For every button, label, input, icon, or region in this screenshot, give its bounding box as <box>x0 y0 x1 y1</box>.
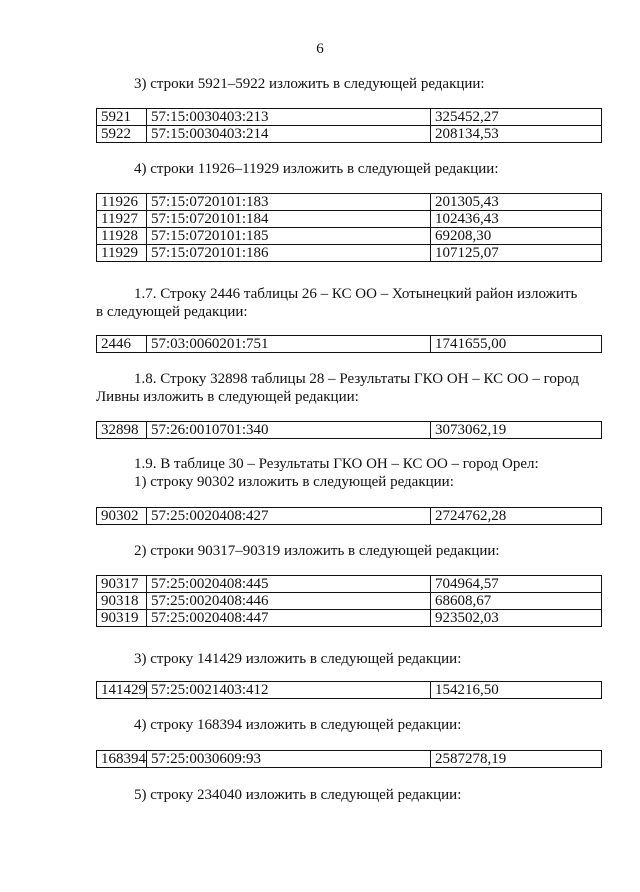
row-number-cell: 11928 <box>97 228 147 245</box>
table-row <box>97 682 602 699</box>
value-cell: 208134,53 <box>431 126 602 143</box>
row-number-cell: 168394 <box>97 751 147 768</box>
value-cell: 1741655,00 <box>431 336 602 353</box>
value-cell: 154216,50 <box>431 682 602 699</box>
row-number-cell: 90318 <box>97 593 147 610</box>
data-table <box>96 681 602 699</box>
data-table <box>96 750 602 768</box>
section-heading: 1.7. Строку 2446 таблицы 26 – КС ОО – Хотынецкий район изложить <box>134 286 578 302</box>
row-number-cell: 141429 <box>97 682 147 699</box>
table-row <box>97 508 602 525</box>
table-row <box>97 336 602 353</box>
value-cell: 704964,57 <box>431 576 602 593</box>
data-table <box>96 193 602 262</box>
cadastral-number-cell: 57:15:0720101:184 <box>147 211 431 228</box>
data-table <box>96 507 602 525</box>
cadastral-number-cell: 57:25:0020408:445 <box>147 576 431 593</box>
section-heading: 4) строки 11926–11929 изложить в следующей редакции: <box>134 161 499 177</box>
value-cell: 2724762,28 <box>431 508 602 525</box>
value-cell: 923502,03 <box>431 610 602 627</box>
row-number-cell: 5921 <box>97 109 147 126</box>
row-number-cell: 90302 <box>97 508 147 525</box>
table-row <box>97 422 602 439</box>
table-row <box>97 211 602 228</box>
row-number-cell: 32898 <box>97 422 147 439</box>
cadastral-number-cell: 57:15:0030403:213 <box>147 109 431 126</box>
cadastral-number-cell: 57:15:0720101:185 <box>147 228 431 245</box>
cadastral-number-cell: 57:25:0020408:447 <box>147 610 431 627</box>
section-heading-cont: в следующей редакции: <box>96 304 248 320</box>
section-heading: 3) строку 141429 изложить в следующей редакции: <box>134 651 462 667</box>
section-heading: 4) строку 168394 изложить в следующей редакции: <box>134 717 462 733</box>
cadastral-number-cell: 57:25:0020408:427 <box>147 508 431 525</box>
value-cell: 102436,43 <box>431 211 602 228</box>
cadastral-number-cell: 57:26:0010701:340 <box>147 422 431 439</box>
cadastral-number-cell: 57:15:0720101:183 <box>147 194 431 211</box>
cadastral-number-cell: 57:03:0060201:751 <box>147 336 431 353</box>
table-row <box>97 751 602 768</box>
section-heading: 2) строки 90317–90319 изложить в следующей редакции: <box>134 543 500 559</box>
table-row <box>97 245 602 262</box>
table-row <box>97 228 602 245</box>
value-cell: 325452,27 <box>431 109 602 126</box>
table-row <box>97 610 602 627</box>
value-cell: 201305,43 <box>431 194 602 211</box>
value-cell: 68608,67 <box>431 593 602 610</box>
value-cell: 3073062,19 <box>431 422 602 439</box>
data-table <box>96 108 602 143</box>
row-number-cell: 90317 <box>97 576 147 593</box>
data-table <box>96 421 602 439</box>
table-row <box>97 194 602 211</box>
page-number: 6 <box>316 41 324 57</box>
section-heading: 1.8. Строку 32898 таблицы 28 – Результаты ГКО ОН – КС ОО – город <box>134 371 580 387</box>
row-number-cell: 2446 <box>97 336 147 353</box>
data-table <box>96 575 602 627</box>
table-row <box>97 109 602 126</box>
table-row <box>97 126 602 143</box>
value-cell: 107125,07 <box>431 245 602 262</box>
cadastral-number-cell: 57:25:0020408:446 <box>147 593 431 610</box>
data-table <box>96 335 602 353</box>
row-number-cell: 11929 <box>97 245 147 262</box>
section-heading: 1.9. В таблице 30 – Результаты ГКО ОН – КС ОО – город Орел: <box>134 456 539 472</box>
cadastral-number-cell: 57:25:0021403:412 <box>147 682 431 699</box>
section-heading-cont: 1) строку 90302 изложить в следующей редакции: <box>134 474 454 490</box>
section-heading: 5) строку 234040 изложить в следующей редакции: <box>134 787 462 803</box>
value-cell: 69208,30 <box>431 228 602 245</box>
row-number-cell: 11927 <box>97 211 147 228</box>
value-cell: 2587278,19 <box>431 751 602 768</box>
table-row <box>97 593 602 610</box>
row-number-cell: 90319 <box>97 610 147 627</box>
row-number-cell: 11926 <box>97 194 147 211</box>
section-heading: 3) строки 5921–5922 изложить в следующей редакции: <box>134 76 485 92</box>
row-number-cell: 5922 <box>97 126 147 143</box>
cadastral-number-cell: 57:15:0030403:214 <box>147 126 431 143</box>
table-row <box>97 576 602 593</box>
cadastral-number-cell: 57:15:0720101:186 <box>147 245 431 262</box>
section-heading-cont: Ливны изложить в следующей редакции: <box>96 389 359 405</box>
cadastral-number-cell: 57:25:0030609:93 <box>147 751 431 768</box>
